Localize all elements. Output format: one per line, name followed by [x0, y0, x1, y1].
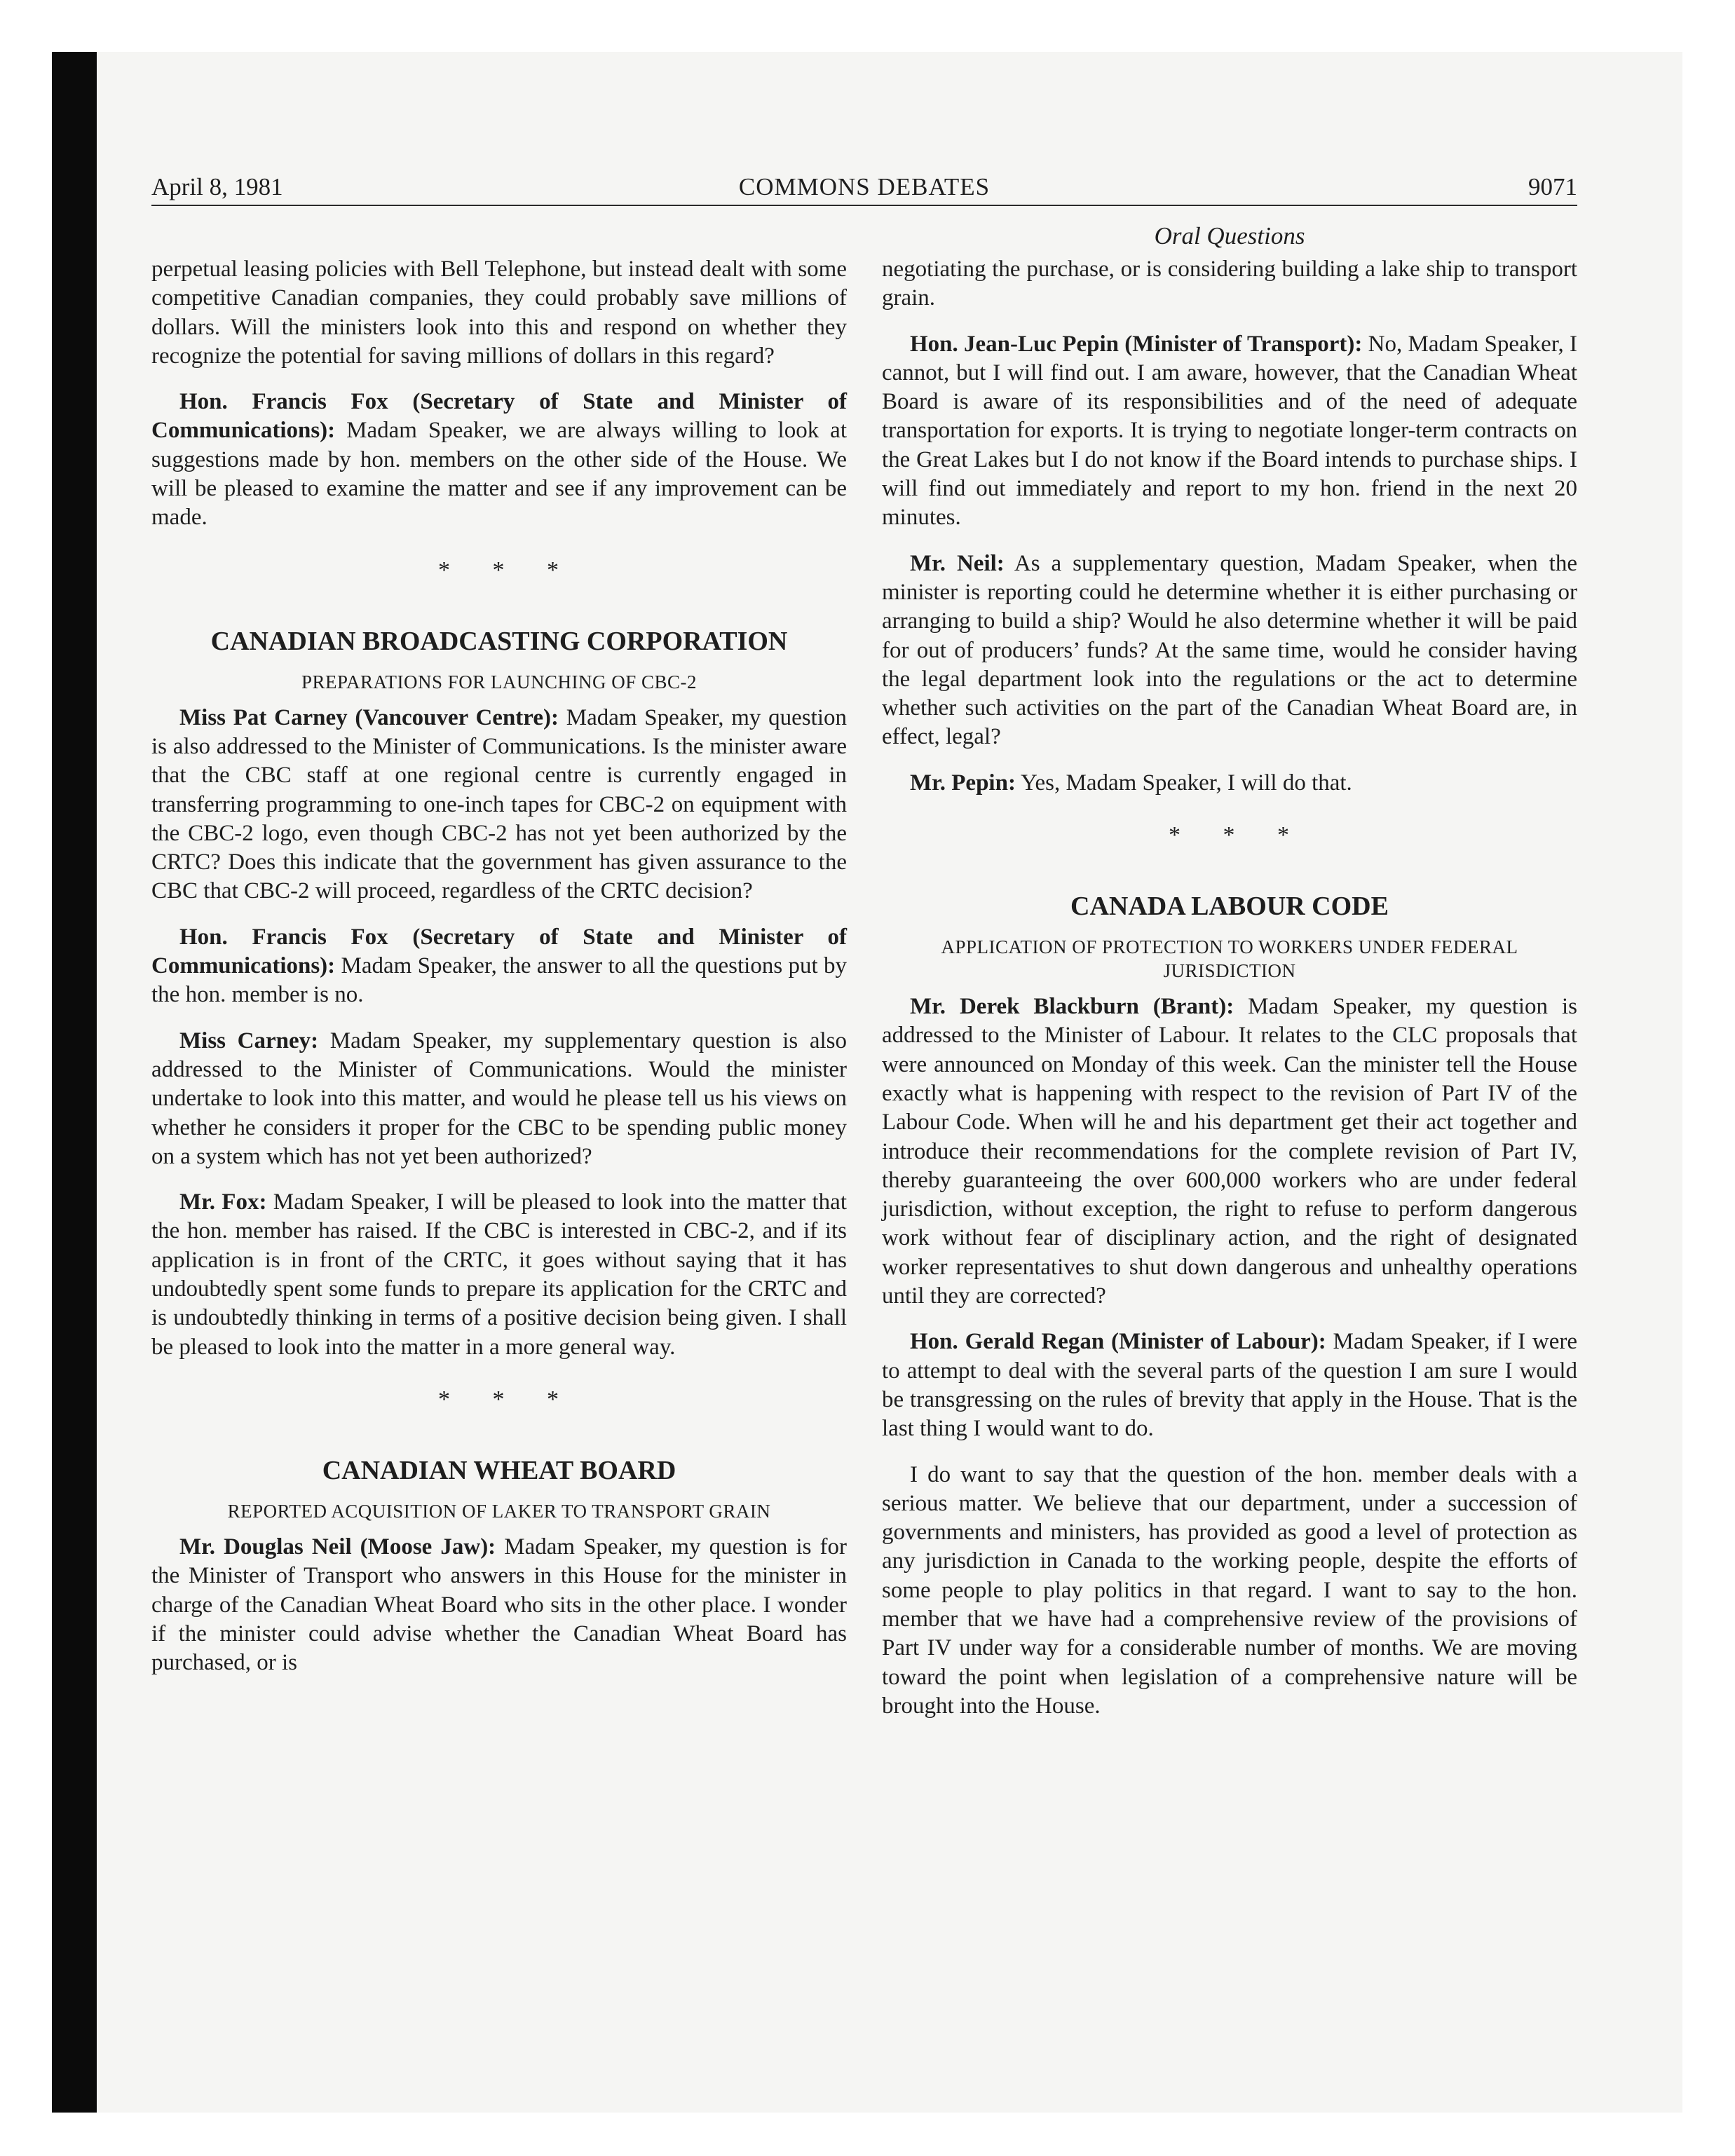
- running-header: [151, 168, 1577, 206]
- page-number: 9071: [1528, 173, 1577, 200]
- header-rule: [151, 205, 1577, 206]
- section-separator: * * *: [438, 557, 577, 583]
- paragraph-text: I do want to say that the question of the hon. member deals with a serious matter. We believe that our department, under a succession of governments and ministers, has provided as good a level of protection as any jurisdiction in Canada to the working people, despite the efforts of some people to play politics in that regard. I want to say to the hon. member that we have had a comprehensive review of the provisions of Part IV under way for a considerable number of months. We are moving toward the point when legislation of a comprehensive nature will be brought into the House.: [882, 1461, 1577, 1719]
- speaker-name: Mr. Fox:: [179, 1189, 267, 1215]
- speaker-name: Hon. Francis Fox (Secretary of State and Minister of Communications):: [151, 924, 847, 979]
- paragraph-text: negotiating the purchase, or is considering building a lake ship to transport grain.: [882, 257, 1577, 311]
- speaker-name: Mr. Derek Blackburn (Brant):: [910, 994, 1234, 1020]
- header-title: COMMONS DEBATES: [738, 173, 991, 200]
- speaker-name: Mr. Douglas Neil (Moose Jaw):: [179, 1534, 496, 1560]
- speaker-name: Mr. Pepin:: [910, 770, 1016, 796]
- paragraph-text: Madam Speaker, we are always willing to look at suggestions made by hon. members on the other side of the House. We will be pleased to examine the matter and see if any improvement can be made.: [151, 418, 847, 531]
- paragraph: [151, 704, 847, 906]
- section-separator: * * *: [1169, 822, 1307, 849]
- section-subheading: APPLICATION OF PROTECTION TO WORKERS UNDER FEDERAL JURISDICTION: [941, 936, 1518, 982]
- paragraph-text: perpetual leasing policies with Bell Telephone, but instead dealt with some competitive Canadian companies, they could probably save millions of dollars. Will the ministers look into this and respond on whether they recognize the potential for saving millions of dollars in this regard?: [151, 257, 847, 369]
- paragraph-text: Madam Speaker, the answer to all the questions put by the hon. member is no.: [151, 953, 847, 1008]
- paragraph: [151, 923, 847, 1010]
- paragraph-text: Madam Speaker, my question is also addressed to the Minister of Communications. Is the minister aware that the CBC staff at one regional centre is currently engaged in transferring programming to one-inch tapes for CBC-2 on equipment with the CBC-2 logo, even though CBC-2 has not yet been authorized by the CRTC? Does this indicate that the government has given assurance to the CBC that CBC-2 will proceed, regardless of the CRTC decision?: [151, 704, 848, 904]
- speaker-name: Miss Pat Carney (Vancouver Centre):: [179, 704, 559, 730]
- paragraph: [151, 1533, 847, 1677]
- speaker-name: Miss Carney:: [179, 1028, 319, 1053]
- paragraph-text: Madam Speaker, my supplementary question is also addressed to the Minister of Communications. Would the minister undertake to look into this matter, and would he please tell us his views on whether he considers it proper for the CBC to be spending public money on a system which has not yet been authorized?: [151, 1028, 847, 1169]
- right-column: [882, 255, 1577, 1738]
- header-date: April 8, 1981: [151, 173, 283, 200]
- section-label: Oral Questions: [1154, 222, 1305, 250]
- paragraph: [882, 255, 1577, 313]
- section-subheading: PREPARATIONS FOR LAUNCHING OF CBC-2: [301, 671, 698, 692]
- paragraph-text: Madam Speaker, my question is for the Minister of Transport who answers in this House for the minister in charge of the Canadian Wheat Board who sits in the other place. I wonder if the minister could advise whether the Canadian Wheat Board has purchased, or is: [151, 1534, 847, 1676]
- paragraph: [882, 992, 1577, 1311]
- paragraph: [151, 1188, 847, 1362]
- paragraph: [882, 330, 1577, 533]
- section-heading: CANADIAN BROADCASTING CORPORATION: [210, 626, 788, 656]
- paragraph-text: As a supplementary question, Madam Speaker, when the minister is reporting could he determine whether it is either purchasing or arranging to build a ship? Would he also determine whether it will be paid for out of producers’ funds? At the same time, would he consider having the legal department look into the regulations or the act to determine whether such activities on the part of the Canadian Wheat Board are, in effect, legal?: [882, 550, 1577, 750]
- paragraph-text: No, Madam Speaker, I cannot, but I will find out. I am aware, however, that the Canadian Wheat Board is aware of its responsibilities and of the need of adequate transportation for exports. It is trying to negotiate longer-term contracts on the Great Lakes but I do not know if the Board intends to purchase ships. I will find out immediately and report to my hon. friend in the next 20 minutes.: [882, 331, 1577, 531]
- paragraph: [151, 388, 847, 532]
- section-heading: CANADA LABOUR CODE: [1070, 892, 1389, 922]
- speaker-name: Hon. Jean-Luc Pepin (Minister of Transport):: [910, 331, 1363, 357]
- paragraph: [882, 1461, 1577, 1721]
- section-subheading: REPORTED ACQUISITION OF LAKER TO TRANSPORT GRAIN: [227, 1500, 771, 1522]
- paragraph-text: Yes, Madam Speaker, I will do that.: [1015, 770, 1352, 796]
- left-column: [151, 255, 847, 1694]
- speaker-name: Hon. Gerald Regan (Minister of Labour):: [910, 1329, 1326, 1355]
- paragraph-text: Madam Speaker, my question is addressed to the Minister of Labour. It relates to the CLC proposals that were announced on Monday of this week. Can the minister tell the House exactly what is happening with respect to the revision of Part IV of the Labour Code. When will he and his department get their act together and introduce their recommendations for the complete revision of Part IV, thereby guaranteeing the over 600,000 workers who are under federal jurisdiction, without exception, the right to refuse to perform dangerous work without fear of disciplinary action, and the right of designated worker representatives to shut down dangerous and unhealthy operations until they are corrected?: [882, 994, 1577, 1309]
- section-heading: CANADIAN WHEAT BOARD: [322, 1455, 676, 1485]
- paragraph-text: Madam Speaker, if I were to attempt to deal with the several parts of the question I am sure I would be transgressing on the rules of brevity that apply in the House. That is the last thing I would want to do.: [882, 1329, 1577, 1442]
- paragraph-text: Madam Speaker, I will be pleased to look into the matter that the hon. member has raised. If the CBC is interested in CBC-2, and if its application is in front of the CRTC, it goes without saying that it has undoubtedly spent some funds to prepare its application for the CRTC and is undoubtedly thinking in terms of a positive decision being given. I shall be pleased to look into the matter in a more general way.: [151, 1189, 848, 1360]
- scan-binding-edge: [52, 52, 97, 2113]
- paragraph: [151, 1027, 847, 1171]
- paragraph: [882, 769, 1577, 798]
- speaker-name: Hon. Francis Fox (Secretary of State and Minister of Communications):: [151, 389, 847, 444]
- paragraph: [151, 255, 847, 371]
- section-separator: * * *: [438, 1386, 577, 1412]
- paragraph: [882, 1328, 1577, 1443]
- speaker-name: Mr. Neil:: [910, 550, 1005, 576]
- paragraph: [882, 550, 1577, 752]
